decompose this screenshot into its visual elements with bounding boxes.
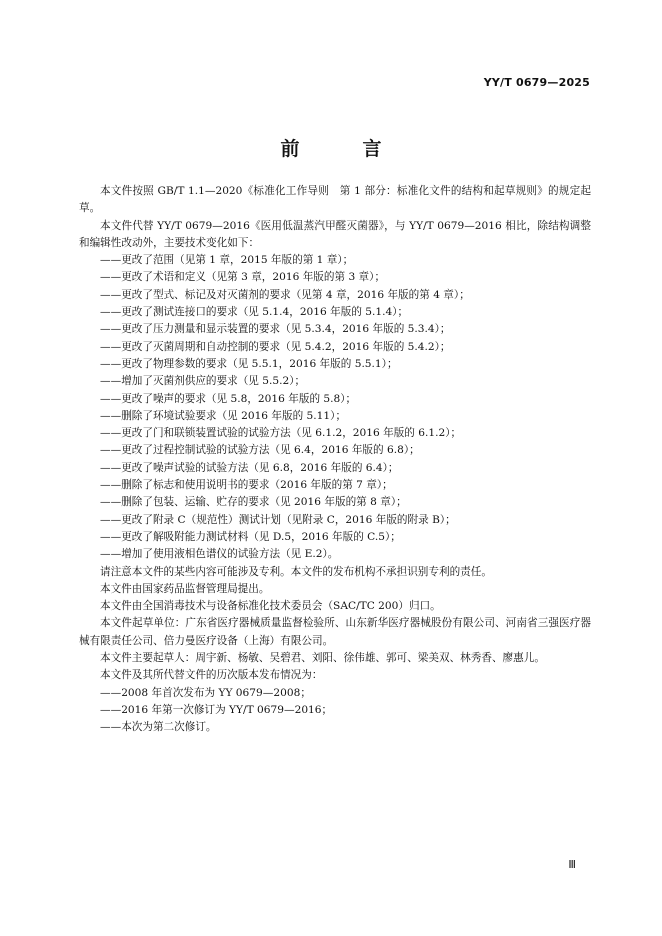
proposed-by: 本文件由国家药品监督管理局提出。 [100,582,270,595]
list-item: ——更改了型式、标记及对灭菌剂的要求（见第 4 章，2016 年版的第 4 章）； [100,288,470,301]
standard-number: YY/T 0679—2025 [483,76,590,89]
page-title: 前 言 [280,138,404,160]
list-item: ——更改了噪声试验的试验方法（见 6.8，2016 年版的 6.4）； [100,461,399,474]
list-item: ——删除了标志和使用说明书的要求（2016 年版的第 7 章）； [100,479,393,492]
centralized-by: 本文件由全国消毒技术与设备标准化技术委员会（SAC/TC 200）归口。 [100,600,441,613]
list-item: ——更改了门和联锁装置试验的试验方法（见 6.1.2，2016 年版的 6.1.2）； [100,427,462,440]
list-item: ——更改了附录 C（规范性）测试计划（见附录 C，2016 年版的附录 B）； [100,513,456,526]
intro-paragraph-1: 本文件按照 GB/T 1.1—2020《标准化工作导则 第 1 部分：标准化文件的结构和起草规则》的规定起草。 [79,185,591,215]
drafting-units: 本文件起草单位：广东省医疗器械质量监督检验所、山东新华医疗器械股份有限公司、河南省三强医疗器械有限责任公司、倍力曼医疗设备（上海）有限公司。 [79,617,591,647]
page-number: Ⅲ [568,858,576,871]
intro-paragraph-2: 本文件代替 YY/T 0679—2016《医用低温蒸汽甲醛灭菌器》，与 YY/T 0679—2016 相比，除结构调整和编辑性改动外，主要技术变化如下： [79,219,591,249]
list-item: ——更改了测试连接口的要求（见 5.1.4，2016 年版的 5.1.4）； [100,306,409,319]
list-item: ——更改了范围（见第 1 章，2015 年版的第 1 章）； [100,254,354,267]
list-item: ——更改了灭菌周期和自动控制的要求（见 5.4.2，2016 年版的 5.4.2）； [100,340,451,353]
list-item: ——增加了使用液相色谱仪的试验方法（见 E.2）。 [100,548,339,561]
list-item: ——更改了术语和定义（见第 3 章，2016 年版的第 3 章）； [100,271,386,284]
main-drafters: 本文件主要起草人：周宇新、杨敏、吴碧君、刘阳、徐伟雄、郭可、梁美双、林秀香、廖惠儿。 [100,652,545,665]
list-item: ——2016 年第一次修订为 YY/T 0679—2016； [100,703,333,716]
list-item: ——更改了噪声的要求（见 5.8，2016 年版的 5.8）； [100,392,357,405]
history-list [79,685,591,737]
list-item: ——增加了灭菌剂供应的要求（见 5.5.2）； [100,375,306,388]
document-body [79,183,591,737]
changes-list [79,252,591,563]
history-intro: 本文件及其所代替文件的历次版本发布情况为： [100,669,323,682]
patent-notice: 请注意本文件的某些内容可能涉及专利。本文件的发布机构不承担识别专利的责任。 [100,565,492,578]
list-item: ——更改了物理参数的要求（见 5.5.1，2016 年版的 5.5.1）； [100,357,398,370]
list-item: ——删除了环境试验要求（见 2016 年版的 5.11）； [100,409,347,422]
list-item: ——更改了压力测量和显示装置的要求（见 5.3.4，2016 年版的 5.3.4）； [100,323,451,336]
list-item: ——2008 年首次发布为 YY 0679—2008； [100,686,311,699]
list-item: ——更改了解吸附能力测试材料（见 D.5，2016 年版的 C.5）； [100,530,401,543]
list-item: ——删除了包装、运输、贮存的要求（见 2016 年版的第 8 章）； [100,496,407,509]
list-item: ——更改了过程控制试验的试验方法（见 6.4，2016 年版的 6.8）； [100,444,420,457]
list-item: ——本次为第二次修订。 [100,721,217,734]
